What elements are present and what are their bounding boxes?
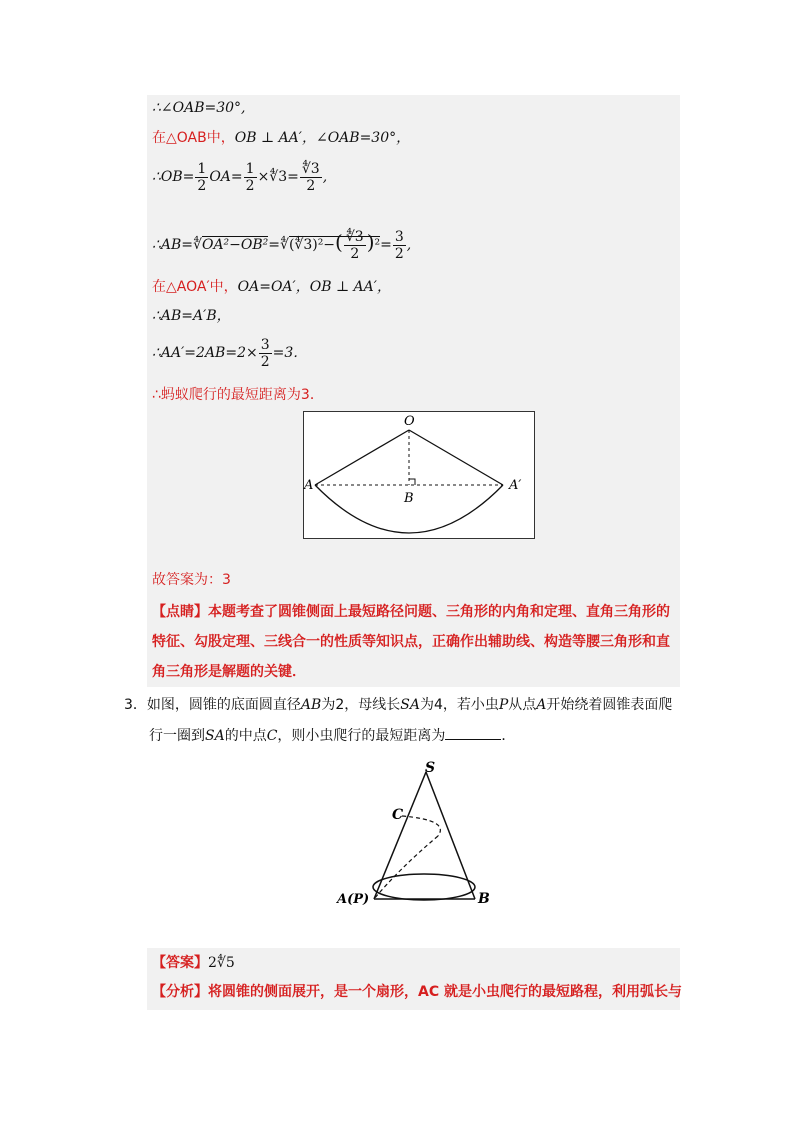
solution-line-5: 在△AOA′中，OA=OA′，OB ⊥ AA′， xyxy=(152,279,391,295)
line2-prefix: 在△OAB中， xyxy=(152,130,235,146)
solution-line-2 xyxy=(152,128,410,148)
line3-prefix: ∴OB= xyxy=(152,169,195,185)
fraction: $\frac{3}{2}$ xyxy=(260,336,270,370)
answer-label: 【答案】 xyxy=(152,955,208,971)
label-B: B xyxy=(404,491,414,506)
cone-figure xyxy=(330,758,500,918)
question-line-2: 行一圈到SA的中点C，则小虫爬行的最短距离为 ． xyxy=(149,725,515,747)
answer-blank[interactable] xyxy=(445,725,501,740)
answer-line xyxy=(152,953,235,973)
fraction: $\frac{3}{2}$ xyxy=(394,228,404,262)
label-C: C xyxy=(392,807,404,823)
solution-answer: 故答案为：3 xyxy=(152,572,231,588)
fraction: $\frac{1}{2}$ xyxy=(245,160,255,194)
solution-line-3: ∴OB= $\frac{1}{2}$ OA= $\frac{1}{2}$ ×∜3= $\frac{∜3}{2}$ , xyxy=(152,160,328,194)
line2-math: OB ⊥ AA′，∠OAB=30°， xyxy=(234,130,411,146)
label-A-P: A(P) xyxy=(337,892,370,907)
fraction: $\frac{∜3}{2}$ xyxy=(345,228,364,262)
question-number: 3． xyxy=(124,697,147,713)
answer-value: 2∜5 xyxy=(208,955,235,971)
solution-line-6: ∴AB=A′B， xyxy=(152,308,231,324)
label-A-prime: A′ xyxy=(509,478,522,493)
analysis-line: 【分析】将圆锥的侧面展开，是一个扇形，AC 就是小虫爬行的最短路程，利用弧长与 xyxy=(152,984,682,1000)
fraction: $\frac{1}{2}$ xyxy=(197,160,207,194)
sector-figure xyxy=(303,411,535,539)
comment-line-1: 【点睛】本题考查了圆锥侧面上最短路径问题、三角形的内角和定理、直角三角形的 xyxy=(152,604,670,620)
solution-line-4: ∴AB=∜OA²−OB²=∜(∜3)²−( $\frac{∜3}{2}$ )²= $\frac{3}{2}$ , xyxy=(152,228,412,262)
solution-conclusion: ∴蚂蚁爬行的最短距离为3． xyxy=(152,387,324,403)
question-line-1: 3．如图，圆锥的底面圆直径AB为2，母线长SA为4，若小虫P从点A开始绕着圆锥表面爬 xyxy=(124,697,673,713)
label-A: A xyxy=(304,478,314,493)
radical-sign: ∜ xyxy=(193,237,202,253)
label-B: B xyxy=(478,891,490,907)
label-S: S xyxy=(425,760,436,776)
solution-line-1: ∴∠OAB=30°, xyxy=(152,100,246,116)
comment-line-3: 角三角形是解题的关键． xyxy=(152,664,306,680)
radical-sign: ∜ xyxy=(280,237,289,253)
label-O: O xyxy=(404,414,415,429)
comment-line-2: 特征、勾股定理、三线合一的性质等知识点，正确作出辅助线、构造等腰三角形和直 xyxy=(152,634,670,650)
fraction: $\frac{∜3}{2}$ xyxy=(301,160,320,194)
solution-line-7: ∴AA′=2AB=2× $\frac{3}{2}$ =3． xyxy=(152,336,308,370)
